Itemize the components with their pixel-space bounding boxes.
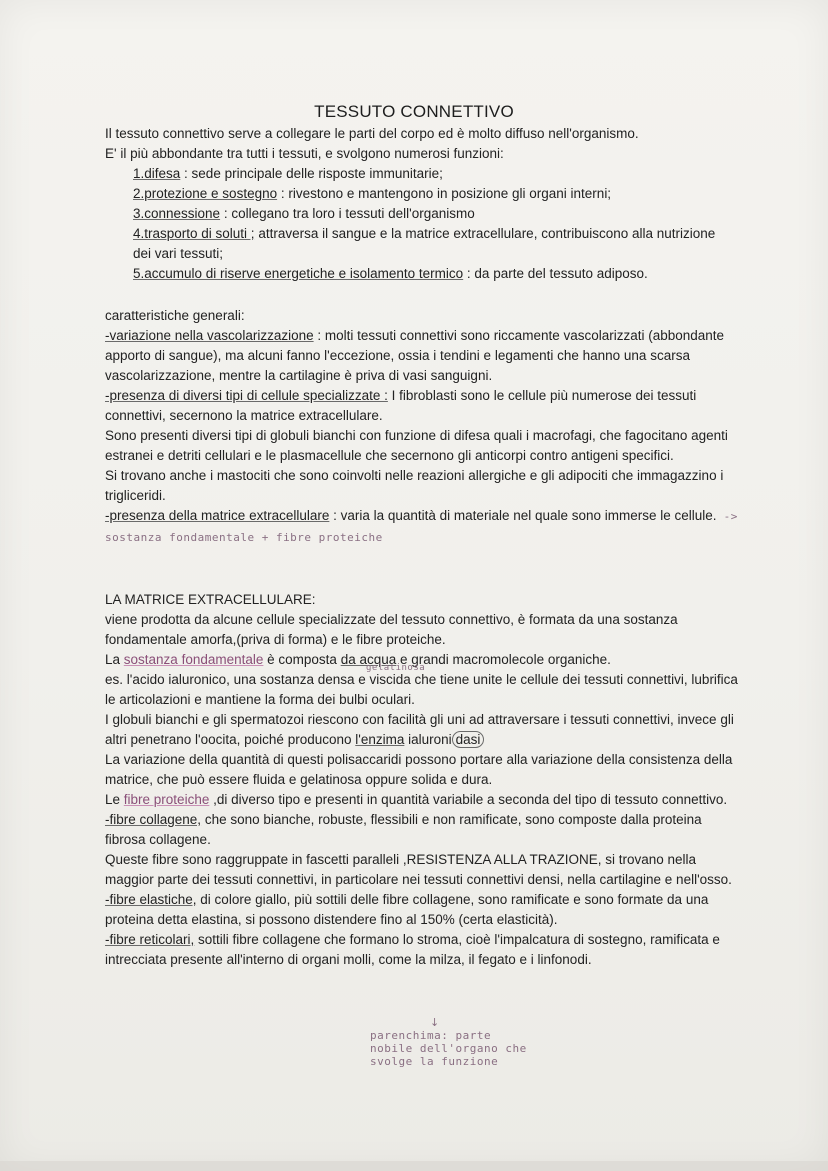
term: -fibre reticolari, [105, 932, 195, 947]
function-text: attraversa il sangue e la matrice extracellulare, contribuiscono alla nutrizione dei vari tessuti; [133, 226, 716, 261]
handwritten-line: nobile dell'organo che [370, 1042, 527, 1055]
underlined: da acqua [340, 652, 397, 667]
circled-text: dasi [452, 731, 485, 748]
function-text: : sede principale delle risposte immunitarie; [180, 166, 443, 181]
paragraph [105, 890, 745, 930]
function-text: : collegano tra loro i tessuti dell'organismo [220, 206, 475, 221]
term: -variazione nella vascolarizzazione [105, 328, 314, 343]
text: è composta [263, 652, 341, 667]
page-title: TESSUTO CONNETTIVO [314, 102, 514, 121]
paragraph-text: I fibroblasti sono le cellule più numerose dei tessuti connettivi, secernono la matrice extracellulare. [105, 388, 697, 423]
function-term: 1.difesa [133, 166, 181, 181]
paragraph [105, 930, 745, 970]
functions-list [133, 164, 733, 284]
section-heading: LA MATRICE EXTRACELLULARE: [105, 592, 316, 607]
underlined: l'enzima [355, 732, 405, 747]
text: di colore giallo, più sottili delle fibre collagene, sono ramificate e sono formate da una proteina detta elastina, si possono distendere fino al 150% (certa elasticità). [105, 892, 709, 927]
text: ialuroni [404, 732, 452, 747]
function-text: : da parte del tessuto adiposo. [463, 266, 648, 281]
function-text: : rivestono e mantengono in posizione gli organi interni; [277, 186, 612, 201]
intro-line-1: Il tessuto connettivo serve a collegare le parti del corpo ed è molto diffuso nell'organismo. [105, 126, 639, 141]
text: I globuli bianchi e gli spermatozoi riescono con facilità gli uni ad attraversare i tessuti connettivi, invece gli altri penetrano l'oocita, poiché producono [105, 712, 734, 747]
paragraph [105, 506, 745, 548]
paragraph: Si trovano anche i mastociti che sono coinvolti nelle reazioni allergiche e gli adipociti che immagazzino i trigliceridi. [105, 468, 724, 503]
text: e grandi macromolecole organiche. [396, 652, 611, 667]
handwritten-line: svolge la funzione [370, 1055, 499, 1068]
term: -presenza della matrice extracellulare [105, 508, 330, 523]
paragraph [105, 386, 745, 426]
intro-block [105, 124, 745, 164]
function-term: 2.protezione e sostegno [133, 186, 278, 201]
function-term: 4.trasporto di soluti ; [133, 226, 255, 241]
function-item [133, 224, 733, 264]
function-item [133, 164, 733, 184]
page-bottom-edge [0, 1161, 828, 1171]
term: -fibre elastiche, [105, 892, 197, 907]
paragraph [105, 790, 745, 810]
caratteristiche-section [105, 306, 745, 548]
term: -fibre collagene, [105, 812, 202, 827]
text: ,di diverso tipo e presenti in quantità variabile a seconda del tipo di tessuto connettivo. [209, 792, 728, 807]
function-item [133, 184, 733, 204]
paragraph: es. l'acido ialuronico, una sostanza densa e viscida che tiene unite le cellule dei tessuti connettivi, lubrifica le articolazioni e mantiene la forma dei bulbi oculari. [105, 672, 738, 707]
handwritten-note: gelatinosa [366, 663, 426, 673]
paragraph [105, 710, 745, 750]
paragraph [105, 326, 745, 386]
function-item [133, 264, 733, 284]
paragraph-text: : varia la quantità di materiale nel quale sono immerse le cellule. [329, 508, 717, 523]
term: fibre proteiche [123, 792, 210, 807]
matrice-section [105, 590, 745, 970]
intro-line-2: E' il più abbondante tra tutti i tessuti, e svolgono numerosi funzioni: [105, 146, 504, 161]
paragraph [105, 810, 745, 850]
text: sottili fibre collagene che formano lo stroma, cioè l'impalcatura di sostegno, ramificata e intrecciata presente all'interno di organi molli, come la milza, il fegato e i linfonodi. [105, 932, 720, 967]
paragraph: viene prodotta da alcune cellule specializzate del tessuto connettivo, è formata da una sostanza fondamentale amorfa,(priva di forma) e le fibre proteiche. [105, 612, 678, 647]
function-item [133, 204, 733, 224]
text: Le [105, 792, 124, 807]
paragraph: Queste fibre sono raggruppate in fascetti paralleli ,RESISTENZA ALLA TRAZIONE, si trovano nella maggior parte dei tessuti connettivi, in particolare nei tessuti connettivi densi, nella cartilagine e nell'osso. [105, 852, 732, 887]
handwritten-note: -> sostanza fondamentale + fibre proteiche [105, 510, 738, 544]
section-heading: caratteristiche generali: [105, 308, 245, 323]
term: -presenza di diversi tipi di cellule specializzate : [105, 388, 388, 403]
paragraph: La variazione della quantità di questi polisaccaridi possono portare alla variazione della consistenza della matrice, che può essere fluida e gelatinosa oppure solida e dura. [105, 752, 733, 787]
arrow-down-icon: ↓ [430, 1016, 440, 1029]
function-term: 5.accumulo di riserve energetiche e isolamento termico [133, 266, 464, 281]
handwritten-annotation [370, 1016, 540, 1068]
paragraph-text: : molti tessuti connettivi sono riccamente vascolarizzati (abbondante apporto di sangue), ma alcuni fanno l'eccezione, ossia i tendini e legamenti che hanno una scarsa vascolarizzazione, mentre la cartilagine è priva di vasi sanguigni. [105, 328, 725, 383]
term: sostanza fondamentale [123, 652, 264, 667]
text: La [105, 652, 124, 667]
function-term: 3.connessione [133, 206, 221, 221]
text: che sono bianche, robuste, flessibili e non ramificate, sono composte dalla proteina fibrosa collagene. [105, 812, 702, 847]
handwritten-line: parenchima: parte [370, 1029, 492, 1042]
paragraph: Sono presenti diversi tipi di globuli bianchi con funzione di difesa quali i macrofagi, che fagocitano agenti estranei e detriti cellulari e le plasmacellule che secernono gli anticorpi contro antigeni specifici. [105, 428, 728, 463]
